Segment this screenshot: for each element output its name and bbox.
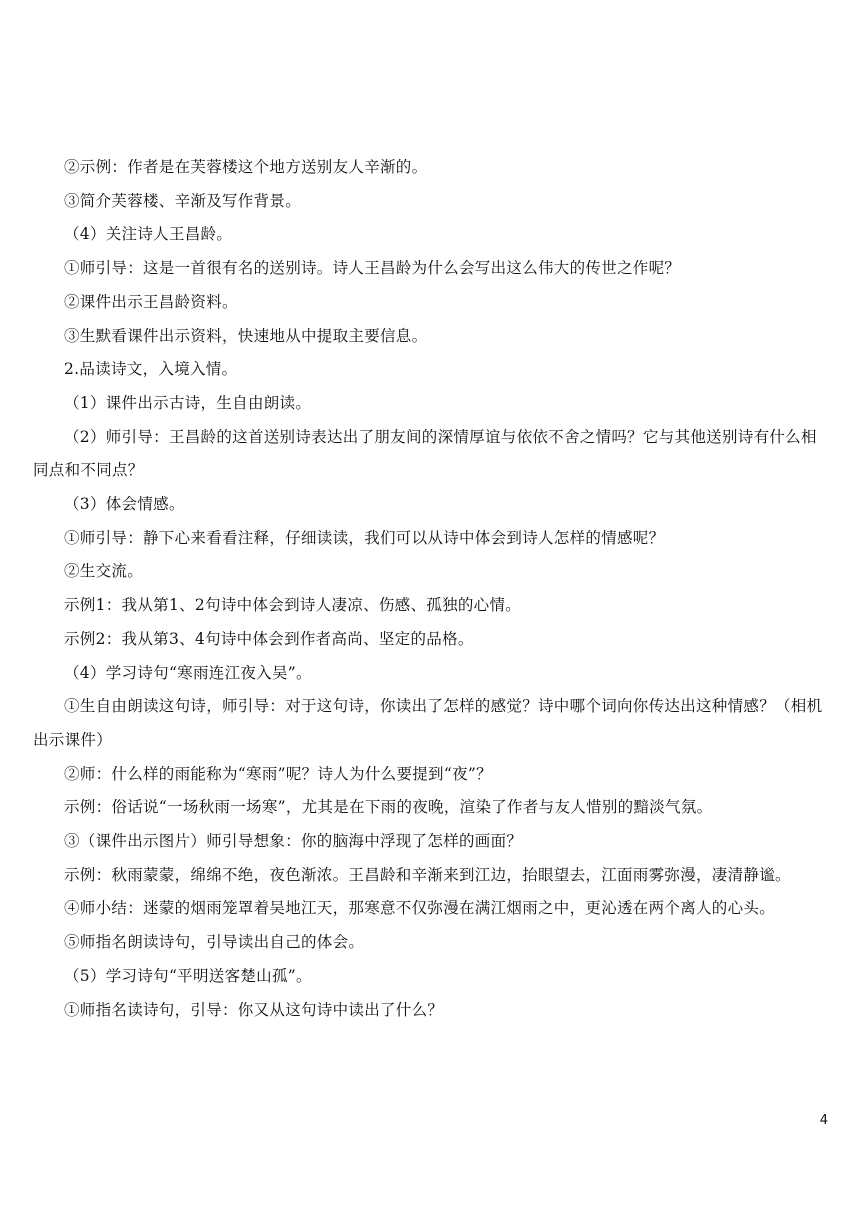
section-heading: 2.品读诗文，入境入情。 <box>64 360 238 379</box>
paragraph: ②课件出示王昌龄资料。 <box>64 292 238 311</box>
paragraph: ①师引导：这是一首很有名的送别诗。诗人王昌龄为什么会写出这么伟大的传世之作呢？ <box>64 259 681 278</box>
paragraph: ①师引导：静下心来看看注释，仔细读读，我们可以从诗中体会到诗人怎样的情感呢？ <box>64 528 665 547</box>
page-number: 4 <box>819 1113 828 1128</box>
paragraph: ③简介芙蓉楼、辛渐及写作背景。 <box>64 191 302 210</box>
paragraph: ①师指名读诗句，引导：你又从这句诗中读出了什么？ <box>64 1000 444 1019</box>
example-paragraph: 示例2：我从第3、4句诗中体会到作者高尚、坚定的品格。 <box>64 629 474 648</box>
paragraph: ②生交流。 <box>64 562 144 581</box>
paragraph: （4）关注诗人王昌龄。 <box>64 225 233 244</box>
paragraph: ③生默看课件出示资料，快速地从中提取主要信息。 <box>64 326 428 345</box>
paragraph: ②示例：作者是在芙蓉楼这个地方送别友人辛渐的。 <box>64 158 428 176</box>
example-paragraph: 示例：秋雨蒙蒙，绵绵不绝，夜色渐浓。王昌龄和辛渐来到江边，抬眼望去，江面雨雾弥漫，凄清静谧。 <box>64 865 791 884</box>
paragraph: ①生自由朗读这句诗，师引导：对于这句诗，你读出了怎样的感觉？诗中哪个词向你传达出这种情感？（相机出示课件） <box>33 697 823 749</box>
paragraph: （3）体会情感。 <box>64 495 185 514</box>
paragraph: （2）师引导：王昌龄的这首送别诗表达出了朋友间的深情厚谊与依依不舍之情吗？它与其他送别诗有什么相同点和不同点？ <box>33 427 817 480</box>
paragraph: （4）学习诗句“寒雨连江夜入吴”。 <box>64 663 312 682</box>
document-body <box>33 151 823 1027</box>
paragraph: ④师小结：迷蒙的烟雨笼罩着吴地江天，那寒意不仅弥漫在满江烟雨之中，更沁透在两个离人的心头。 <box>64 899 776 918</box>
paragraph: ③（课件出示图片）师引导想象：你的脑海中浮现了怎样的画面？ <box>64 832 523 851</box>
paragraph: （5）学习诗句“平明送客楚山孤”。 <box>64 966 312 985</box>
paragraph: ⑤师指名朗读诗句，引导读出自己的体会。 <box>64 933 365 952</box>
example-paragraph: 示例：俗话说“一场秋雨一场寒”，尤其是在下雨的夜晚，渲染了作者与友人惜别的黯淡气氛。 <box>64 798 713 817</box>
paragraph: （1）课件出示古诗，生自由朗读。 <box>64 393 312 412</box>
example-paragraph: 示例1：我从第1、2句诗中体会到诗人凄凉、伤感、孤独的心情。 <box>64 596 522 615</box>
paragraph: ②师：什么样的雨能称为“寒雨”呢？诗人为什么要提到“夜”？ <box>64 764 492 783</box>
